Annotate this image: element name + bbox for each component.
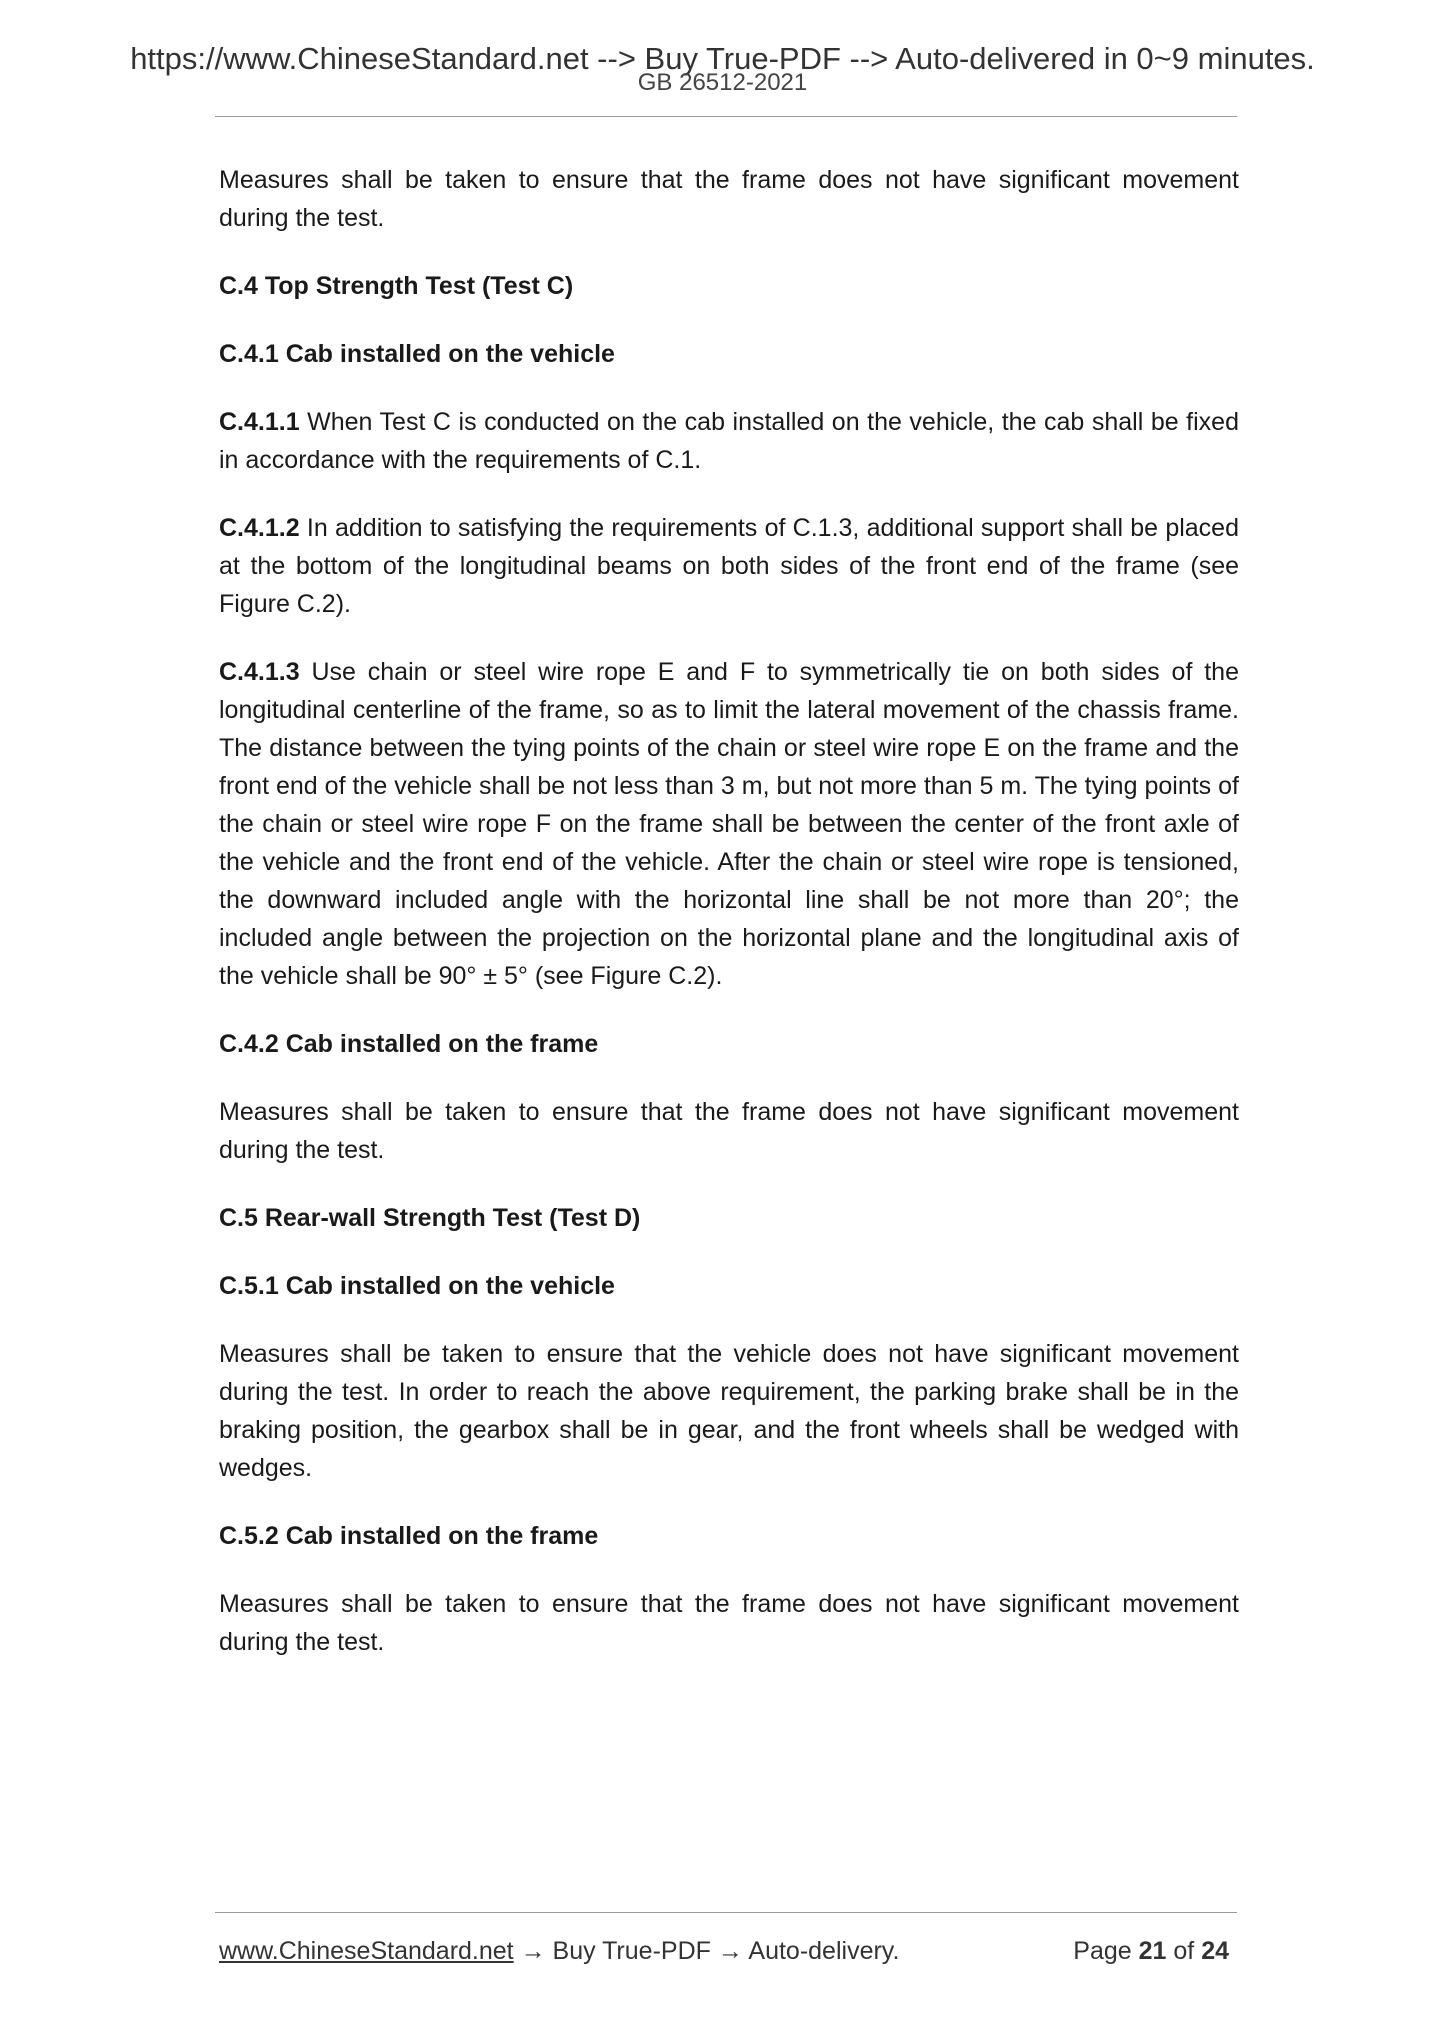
subsection-heading-c52: C.5.2 Cab installed on the frame bbox=[219, 1522, 599, 1550]
clause-c412 bbox=[219, 509, 1239, 623]
page-total: 24 bbox=[1201, 1937, 1229, 1965]
page-indicator bbox=[1073, 1935, 1229, 1967]
page-footer bbox=[219, 1935, 1229, 1967]
section-heading-c4: C.4 Top Strength Test (Test C) bbox=[219, 272, 574, 300]
clause-number: C.4.1.1 bbox=[219, 408, 300, 436]
clause-number: C.4.1.2 bbox=[219, 514, 300, 542]
clause-c411 bbox=[219, 403, 1239, 479]
clause-c413 bbox=[219, 653, 1239, 995]
source-banner: https://www.ChineseStandard.net --> Buy True-PDF --> Auto-delivered in 0~9 minutes. bbox=[130, 41, 1315, 76]
page-label: Page bbox=[1073, 1937, 1132, 1965]
subsection-heading-c41: C.4.1 Cab installed on the vehicle bbox=[219, 340, 615, 368]
clause-text: In addition to satisfying the requirements of C.1.3, additional support shall be placed at the bottom of the longitudinal beams on both sides of the front end of the frame (see Figure C.2). bbox=[219, 514, 1239, 618]
footer-tagline: → Buy True-PDF → Auto-delivery. bbox=[513, 1937, 900, 1965]
page-current: 21 bbox=[1138, 1937, 1167, 1965]
paragraph: Measures shall be taken to ensure that the frame does not have significant movement during the test. bbox=[219, 1590, 1239, 1656]
header-divider bbox=[215, 116, 1237, 117]
subsection-heading-c51: C.5.1 Cab installed on the vehicle bbox=[219, 1272, 615, 1300]
paragraph: Measures shall be taken to ensure that the vehicle does not have significant movement during the test. In order to reach the above requirement, the parking brake shall be in the braking position, the gearbox shall be in gear, and the front wheels shall be wedged with wedges. bbox=[219, 1340, 1239, 1482]
clause-text: When Test C is conducted on the cab installed on the vehicle, the cab shall be fixed in accordance with the requirements of C.1. bbox=[219, 408, 1239, 474]
clause-number: C.4.1.3 bbox=[219, 658, 300, 686]
paragraph: Measures shall be taken to ensure that the frame does not have significant movement during the test. bbox=[219, 166, 1239, 232]
page-of: of bbox=[1173, 1937, 1195, 1965]
footer-divider bbox=[215, 1912, 1237, 1913]
section-heading-c5: C.5 Rear-wall Strength Test (Test D) bbox=[219, 1204, 641, 1232]
clause-text: Use chain or steel wire rope E and F to symmetrically tie on both sides of the longitudinal centerline of the frame, so as to limit the lateral movement of the chassis frame. The distance between the tying points of the chain or steel wire rope E on the frame and the front end of the vehicle shall be not less than 3 m, but not more than 5 m. The tying points of the chain or steel wire rope F on the frame shall be between the center of the front axle of the vehicle and the front end of the vehicle. After the chain or steel wire rope is tensioned, the downward included angle with the horizontal line shall be not more than 20°; the included angle between the projection on the horizontal plane and the longitudinal axis of the vehicle shall be 90° ± 5° (see Figure C.2). bbox=[219, 658, 1239, 990]
document-body bbox=[219, 161, 1239, 1691]
standard-number: GB 26512-2021 bbox=[637, 69, 808, 96]
paragraph: Measures shall be taken to ensure that the frame does not have significant movement during the test. bbox=[219, 1098, 1239, 1164]
site-link[interactable]: www.ChineseStandard.net bbox=[219, 1937, 514, 1965]
subsection-heading-c42: C.4.2 Cab installed on the frame bbox=[219, 1030, 599, 1058]
